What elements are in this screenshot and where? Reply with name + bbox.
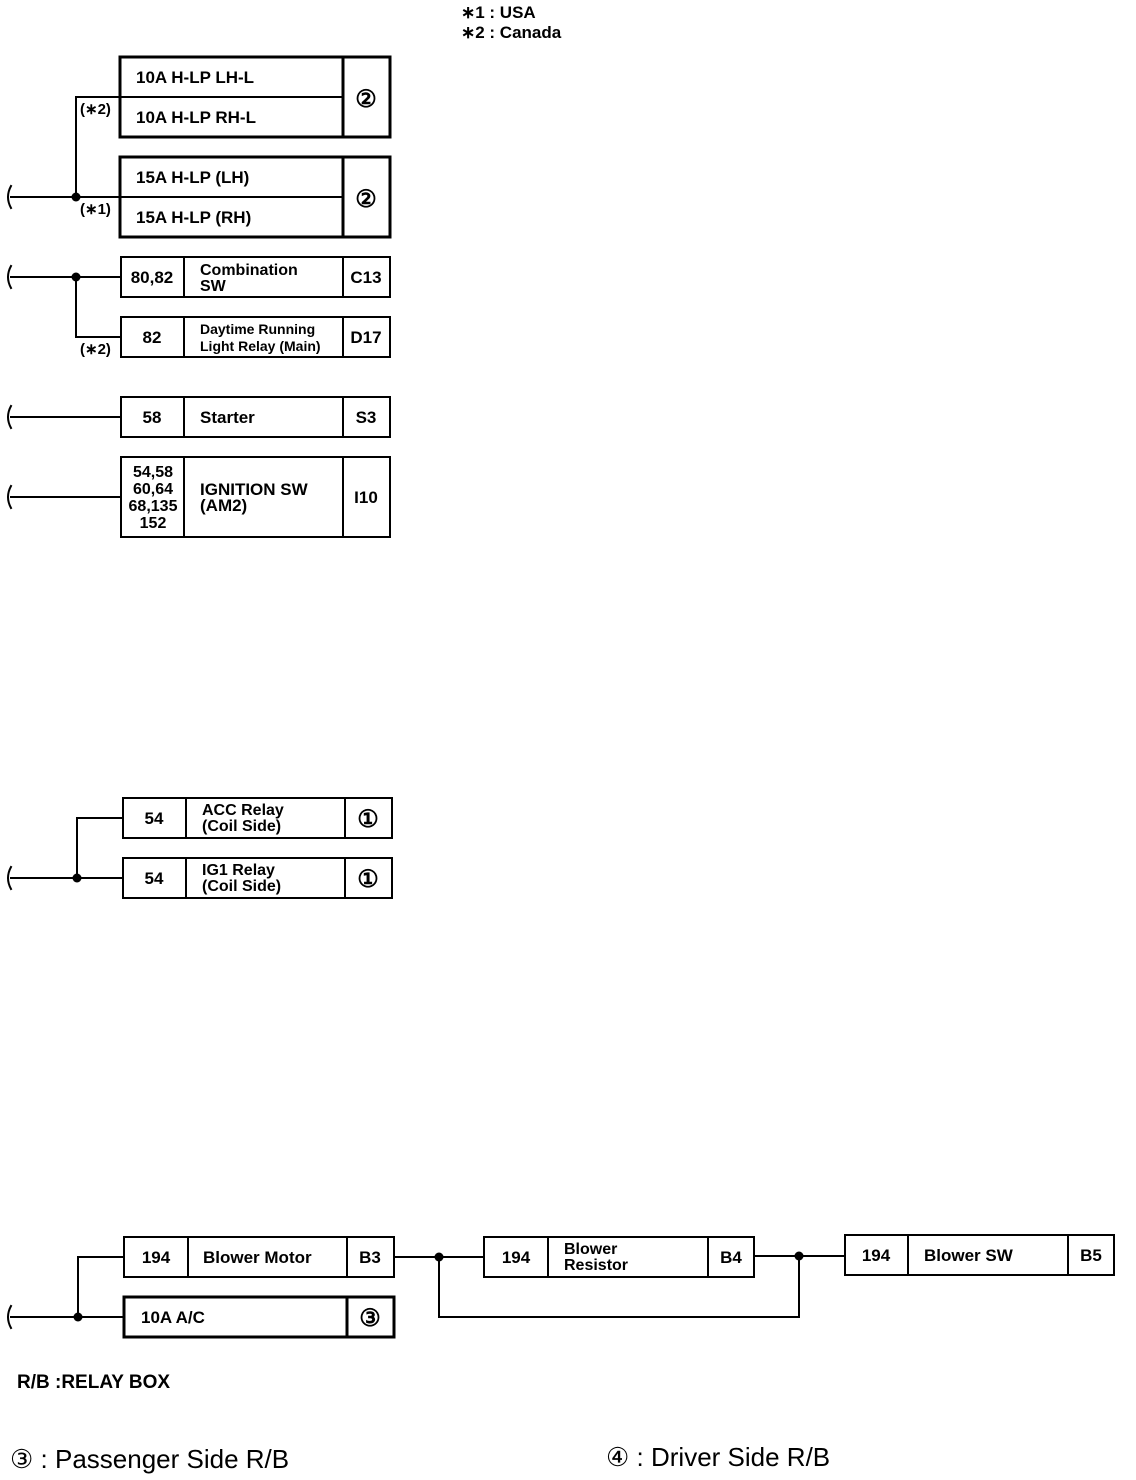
variant-canada-label: (∗2) [80,101,111,118]
pin-numbers: 54 [144,809,164,828]
pin-numbers: 54 [144,869,164,888]
connector-name: Blower Motor [203,1248,312,1267]
fuse-label: 15A H-LP (RH) [136,208,252,227]
junction-dots [72,193,804,1322]
pin-numbers: 60,64 [132,481,174,498]
relay-box-number: ② [355,186,377,213]
connector-name: ACC Relay [202,802,284,819]
connector-code: C13 [350,268,382,287]
pin-numbers: 194 [501,1248,531,1267]
connector-name: Starter [200,408,255,427]
relay-box-number: ① [357,806,379,833]
pin-numbers: 58 [142,408,162,427]
relay-box-number: ③ [359,1305,381,1332]
connector-code: D17 [350,328,382,347]
pin-numbers: 68,135 [128,498,178,515]
connector-name: (Coil Side) [202,878,282,895]
legend-driver-side: ④ : Driver Side R/B [606,1442,831,1472]
connector-code: B4 [720,1248,742,1267]
fuse-label: 10A H-LP LH-L [136,68,255,87]
connector-name: IGNITION SW [200,480,308,499]
connector-code: B3 [359,1248,381,1267]
relay-box-number: ① [357,866,379,893]
connector-code: I10 [354,488,378,507]
note-canada: ∗2 : Canada [461,23,562,42]
fuse-label: 15A H-LP (LH) [136,168,250,187]
connector-name: Blower [564,1241,618,1258]
connector-name: Combination [200,262,298,279]
variant-usa-label: (∗1) [80,201,111,218]
variant-canada-label: (∗2) [80,341,111,358]
note-usa: ∗1 : USA [461,3,536,22]
connector-name: (Coil Side) [202,818,282,835]
pin-numbers: 194 [141,1248,171,1267]
connector-code: B5 [1080,1246,1102,1265]
fuse-label: 10A H-LP RH-L [136,108,256,127]
pin-numbers: 82 [142,328,162,347]
pin-numbers: 54,58 [132,464,174,481]
legend-relay-box: R/B :RELAY BOX [17,1372,171,1393]
connector-name: Daytime Running [200,321,316,337]
legend-passenger-side: ③ : Passenger Side R/B [10,1444,290,1474]
connector-name: Blower SW [924,1246,1013,1265]
connector-name: IG1 Relay [202,862,275,879]
connector-name: SW [200,278,226,295]
connector-name: (AM2) [200,496,248,515]
pin-numbers: 80,82 [130,268,174,287]
pin-numbers: 194 [861,1246,891,1265]
relay-box-number: ② [355,86,377,113]
fuse-label: 10A A/C [141,1308,205,1327]
pin-numbers: 152 [139,515,167,532]
connector-name: Light Relay (Main) [200,338,321,354]
connector-code: S3 [355,408,377,427]
connector-name: Resistor [564,1257,629,1274]
